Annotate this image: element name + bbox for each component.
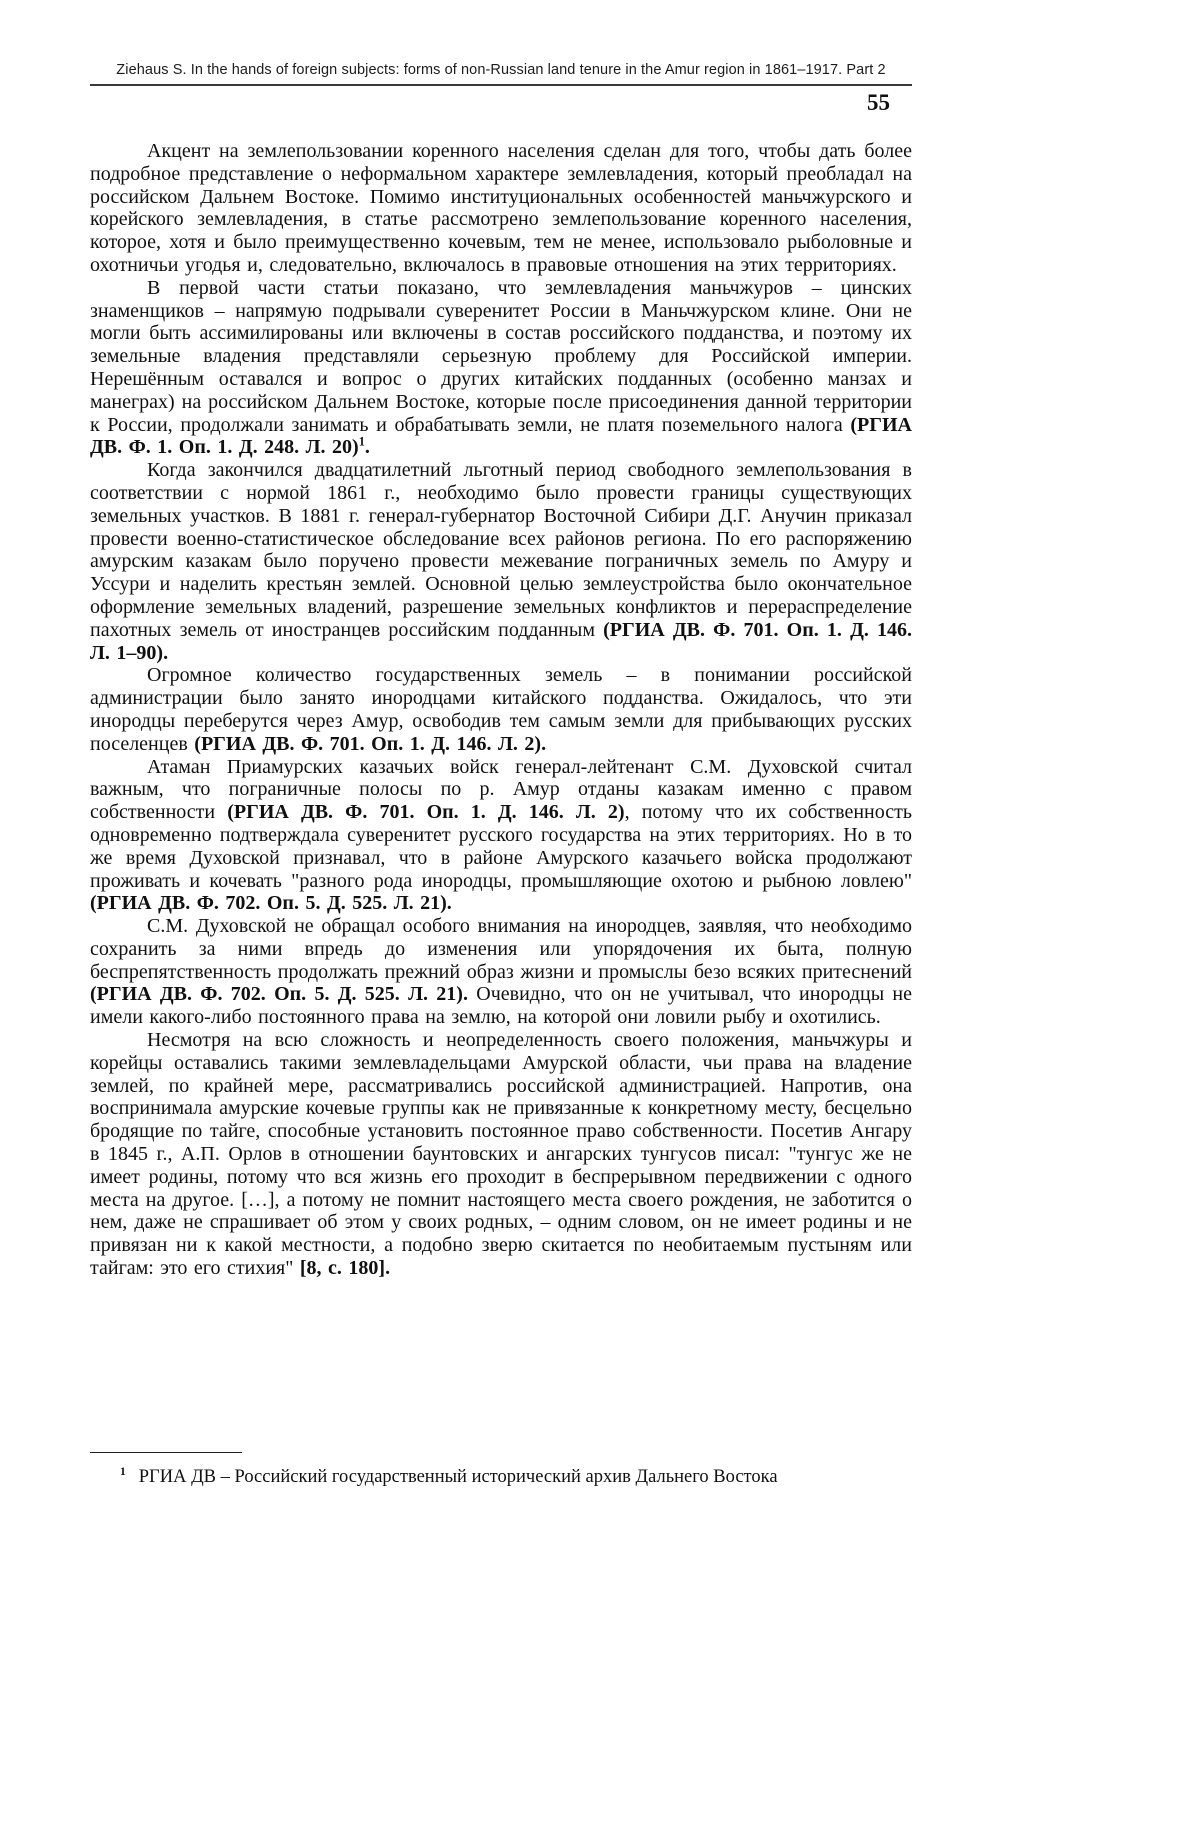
paragraph bbox=[90, 1029, 912, 1280]
paragraph bbox=[90, 915, 912, 1029]
archive-citation: [8, с. 180]. bbox=[299, 1257, 391, 1280]
paragraph bbox=[90, 459, 912, 664]
running-title: Ziehaus S. In the hands of foreign subjects: forms of non-Russian land tenure in the Amur region in 1861–1917. Part 2 bbox=[116, 62, 886, 78]
footnote-marker: 1 bbox=[120, 1465, 126, 1478]
text-run: В первой части статьи показано, что землевладения маньчжуров – цинских знаменщиков – напрямую подрывали суверенитет России в Маньчжурском клине. Они не могли быть ассимилированы или включены в состав российского подданства, и поэтому их земельные владения представляли серьезную проблему для Российской империи. Нерешённым оставался и вопрос о других китайских подданных (особенно манзах и манеграх) на российском Дальнем Востоке, которые после присоединения данной территории к России, продолжали занимать и обрабатывать земли, не платя поземельного налога bbox=[90, 276, 912, 436]
text-run: Огромное количество государственных земель – в понимании российской администрации было занято инородцами китайского подданства. Ожидалось, что эти инородцы переберутся через Амур, освободив тем самым земли для прибывающих русских поселенцев bbox=[90, 664, 912, 755]
archive-citation: . bbox=[364, 436, 370, 459]
footnote-section bbox=[90, 1452, 912, 1488]
paragraph bbox=[90, 756, 912, 916]
footnote-divider bbox=[90, 1452, 242, 1453]
text-run: Очевидно, что он не учитывал, что инородцы не имели какого-либо постоянного права на землю, на которой они ловили рыбу и охотились. bbox=[90, 983, 913, 1029]
archive-citation: (РГИА ДВ. Ф. 701. Оп. 1. Д. 146. Л. 1–90). bbox=[90, 618, 912, 664]
paragraph bbox=[90, 277, 912, 459]
header-rule bbox=[90, 84, 912, 86]
text-run: Несмотря на всю сложность и неопределенность своего положения, маньчжуры и корейцы оставались такими землевладельцами Амурской области, чьи права на владение землей, по крайней мере, рассматривались российской администрацией. Напротив, она воспринимала амурские кочевые группы как не привязанные к конкретному месту, бесцельно бродящие по тайге, способные установить постоянное право собственности. Посетив Ангару в 1845 г., А.П. Орлов в отношении баунтовских и ангарских тунгусов писал: "тунгус же не имеет родины, потому что вся жизнь его проходит в беспрерывном передвижении с одного места на другое. […], а потому не помнит настоящего места своего рождения, не заботится о нем, даже не спрашивает об этом у своих родных, – одним словом, он не имеет родины и не привязан ни к какой местности, а подобно зверю скитается по необитаемым пустыням или тайгам: это его стихия" bbox=[90, 1029, 912, 1280]
footnote-reference: 1 bbox=[358, 434, 365, 449]
archive-citation: (РГИА ДВ. Ф. 702. Оп. 5. Д. 525. Л. 21). bbox=[90, 983, 468, 1006]
text-run: Атаман Приамурских казачьих войск генерал-лейтенант С.М. Духовской считал важным, что пограничные полосы по р. Амур отданы казакам именно с правом собственности bbox=[90, 755, 912, 824]
paragraph bbox=[90, 140, 912, 277]
archive-citation: (РГИА ДВ. Ф. 702. Оп. 5. Д. 525. Л. 21). bbox=[90, 892, 452, 915]
text-run: С.М. Духовской не обращал особого внимания на инородцев, заявляя, что необходимо сохранить за ними впредь до изменения или упорядочения их быта, полную беспрепятственность продолжать прежний образ жизни и промыслы безо всяких притеснений bbox=[90, 915, 912, 983]
text-run: , потому что их собственность одновременно подтверждала суверенитет русского государства на этих территориях. Но в то же время Духовской признавал, что в районе Амурского казачьего войска продолжают проживать и кочевать "разного рода инородцы, промышляющие охотою и рыбною ловлею" bbox=[90, 801, 912, 892]
archive-citation: (РГИА ДВ. Ф. 1. Оп. 1. Д. 248. Л. 20) bbox=[90, 413, 912, 459]
footnote bbox=[90, 1467, 912, 1488]
text-column bbox=[90, 62, 912, 1280]
archive-citation: (РГИА ДВ. Ф. 701. Оп. 1. Д. 146. Л. 2). bbox=[194, 732, 547, 755]
paragraph bbox=[90, 664, 912, 755]
text-run: Акцент на землепользовании коренного населения сделан для того, чтобы дать более подробное представление о неформальном характере землевладения, который преобладал на российском Дальнем Востоке. Помимо институциональных особенностей маньчжурского и корейского землевладения, в статье рассмотрено землепользование коренного населения, которое, хотя и было преимущественно кочевым, тем не менее, использовало рыболовные и охотничьи угодья и, следовательно, включалось в правовые отношения на этих территориях. bbox=[90, 140, 912, 276]
text-run: Когда закончился двадцатилетний льготный период свободного землепользования в соответствии с нормой 1861 г., необходимо было провести границы существующих земельных участков. В 1881 г. генерал-губернатор Восточной Сибири Д.Г. Анучин приказал провести военно-статистическое обследование всех районов региона. По его распоряжению амурским казакам было поручено провести межевание пограничных земель по Амуру и Уссури и наделить крестьян землей. Основной целью землеустройства было окончательное оформление земельных владений, разрешение земельных конфликтов и перераспределение пахотных земель от иностранцев российским подданным bbox=[90, 459, 912, 641]
footnote-text: РГИА ДВ – Российский государственный исторический архив Дальнего Востока bbox=[138, 1467, 778, 1487]
archive-citation: (РГИА ДВ. Ф. 701. Оп. 1. Д. 146. Л. 2) bbox=[227, 801, 625, 824]
article-body bbox=[90, 140, 912, 1280]
page-number: 55 bbox=[867, 90, 890, 115]
page-header bbox=[90, 62, 912, 116]
